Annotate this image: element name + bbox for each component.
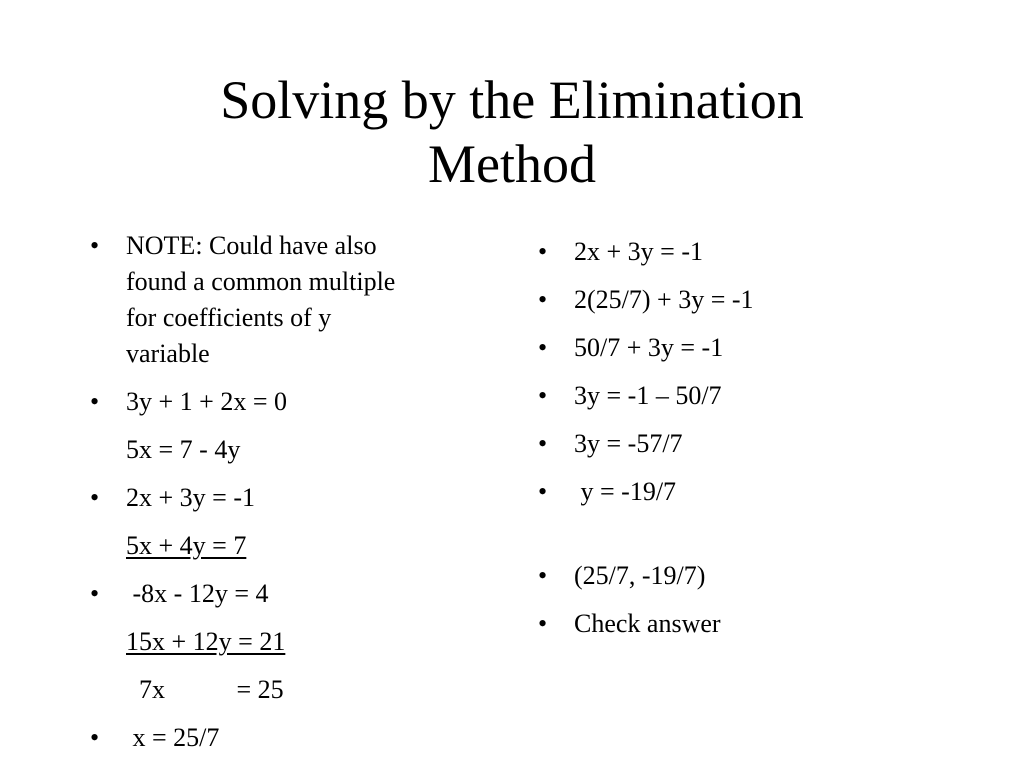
equation-text-underlined: 5x + 4y = 7 [126,531,247,560]
answer-text: (25/7, -19/7) [574,561,706,590]
equation-text: 2(25/7) + 3y = -1 [574,285,754,314]
slide-title-line-2: Method [428,134,596,194]
bullet-icon: • [538,561,548,590]
note-line-2: found a common multiple [126,267,396,296]
bullet-icon: • [538,477,548,506]
equation-text: 3y + 1 + 2x = 0 [126,387,287,416]
equation-continuation [80,672,500,708]
bullet-icon: • [90,231,100,260]
bullet-icon: • [538,333,548,362]
check-item [528,606,968,642]
equation-text: 7x = 25 [126,675,284,704]
bullet-icon: • [538,609,548,638]
right-column [528,228,968,642]
equation-item [528,378,968,414]
equation-text: 3y = -1 – 50/7 [574,381,722,410]
equation-item [528,282,968,318]
equation-text-underlined: 15x + 12y = 21 [126,627,286,656]
equation-text: 2x + 3y = -1 [126,483,255,512]
equation-text: 2x + 3y = -1 [574,237,703,266]
equation-item [528,330,968,366]
bullet-icon: • [90,723,100,752]
bullet-icon: • [538,237,548,266]
answer-item [528,558,968,594]
left-column [80,228,500,756]
note-item [80,228,500,372]
bullet-icon: • [90,387,100,416]
equation-continuation [80,624,500,660]
equation-continuation [80,528,500,564]
equation-item [528,426,968,462]
bullet-icon: • [538,381,548,410]
equation-text: 3y = -57/7 [574,429,683,458]
equation-text: y = -19/7 [574,477,677,506]
bullet-icon: • [90,579,100,608]
bullet-icon: • [90,483,100,512]
bullet-icon: • [538,285,548,314]
equation-text: 5x = 7 - 4y [126,435,241,464]
equation-item [80,720,500,756]
equation-item [528,234,968,270]
equation-item [80,576,500,612]
bullet-icon: • [538,429,548,458]
note-line-4: variable [126,339,210,368]
note-line-1: NOTE: Could have also [126,231,377,260]
equation-text: 50/7 + 3y = -1 [574,333,724,362]
check-text: Check answer [574,609,721,638]
equation-text: -8x - 12y = 4 [126,579,269,608]
slide-title [0,68,1024,196]
equation-continuation [80,432,500,468]
equation-item [80,384,500,420]
equation-item [528,474,968,510]
note-line-3: for coefficients of y [126,303,332,332]
slide-title-line-1: Solving by the Elimination [220,70,804,130]
equation-text: x = 25/7 [126,723,220,752]
equation-item [80,480,500,516]
